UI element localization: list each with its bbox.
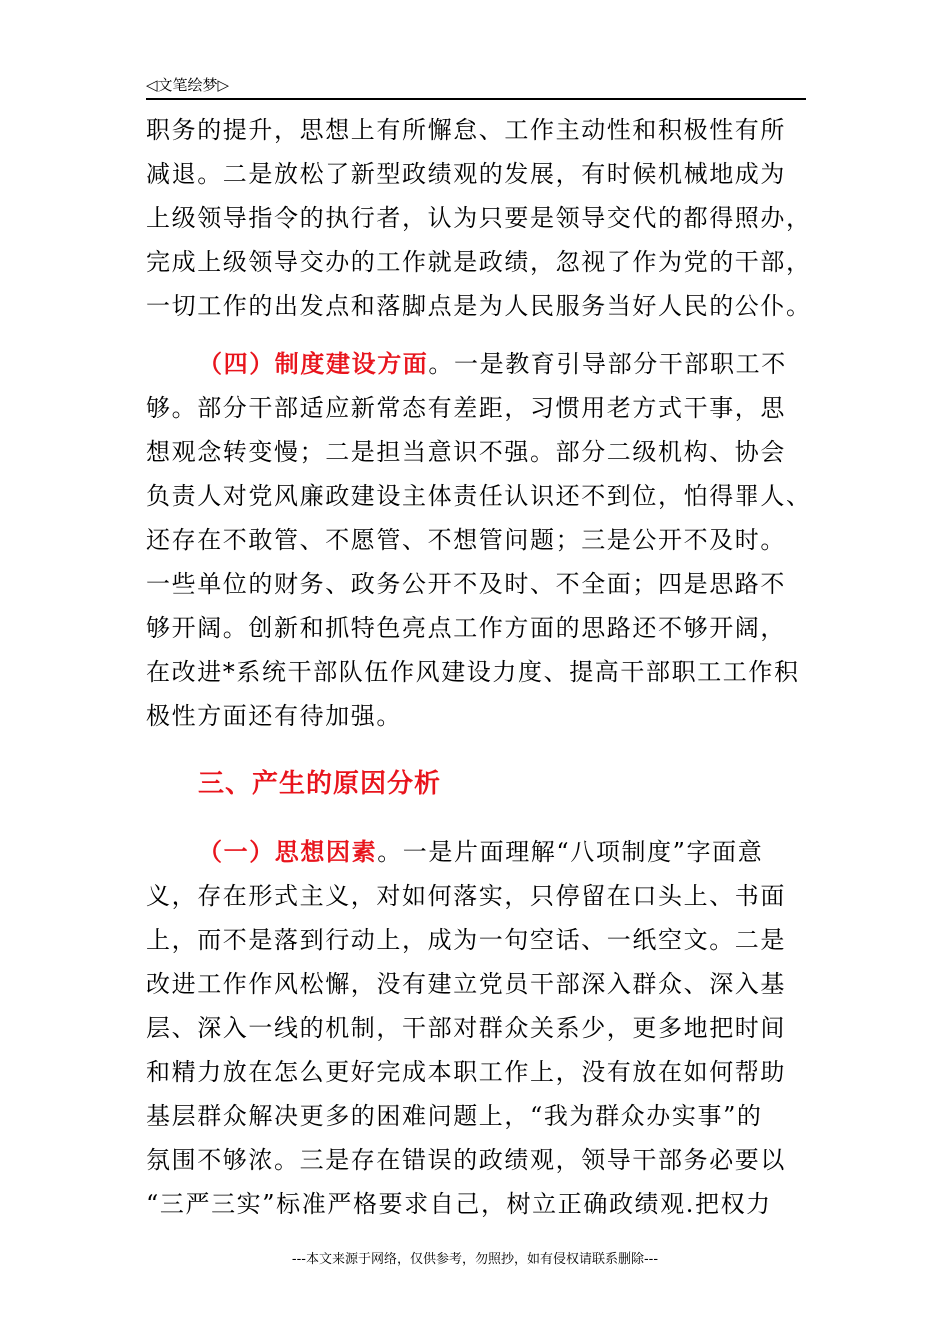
text-line: 在改进*系统干部队伍作风建设力度、提高干部职工工作积 (146, 658, 800, 686)
text-line: “三严三实”标准严格要求自己，树立正确政绩观.把权力 (146, 1190, 772, 1218)
document-body (146, 108, 812, 1226)
text-line: 一些单位的财务、政务公开不及时、不全面；四是思路不 (146, 570, 786, 598)
header-title: ◁文笔绘梦▷ (146, 76, 230, 94)
text-line: 义，存在形式主义，对如何落实，只停留在口头上、书面 (146, 882, 786, 910)
text-line: 一切工作的出发点和落脚点是为人民服务当好人民的公仆。 (146, 292, 812, 320)
paragraph-system-building (146, 342, 812, 738)
text-line: 减退。二是放松了新型政绩观的发展，有时候机械地成为 (146, 160, 786, 188)
text-line: 完成上级领导交办的工作就是政绩，忽视了作为党的干部， (146, 248, 812, 276)
text-line: 极性方面还有待加强。 (146, 702, 402, 730)
text-line: 和精力放在怎么更好完成本职工作上，没有放在如何帮助 (146, 1058, 786, 1086)
page-header (146, 72, 806, 100)
text-line: 想观念转变慢；二是担当意识不强。部分二级机构、协会 (146, 438, 786, 466)
text-line: 氛围不够浓。三是存在错误的政绩观，领导干部务必要以 (146, 1146, 786, 1174)
text-span: 。一是教育引导部分干部职工不 (428, 350, 787, 378)
page-footer: ---本文来源于网络，仅供参考，勿照抄，如有侵权请联系删除--- (291, 1252, 659, 1267)
text-line (146, 830, 806, 874)
text-line: 负责人对党风廉政建设主体责任认识还不到位，怕得罪人、 (146, 482, 812, 510)
paragraph-thinking-factors (146, 830, 806, 1226)
text-line: 职务的提升，思想上有所懈怠、工作主动性和积极性有所 (146, 116, 786, 144)
text-line: 够。部分干部适应新常态有差距，习惯用老方式干事，思 (146, 394, 786, 422)
text-line: 上级领导指令的执行者，认为只要是领导交代的都得照办， (146, 204, 812, 232)
text-line: 够开阔。创新和抓特色亮点工作方面的思路还不够开阔， (146, 614, 786, 642)
text-line: 还存在不敢管、不愿管、不想管问题；三是公开不及时。 (146, 526, 786, 554)
text-line: 上，而不是落到行动上，成为一句空话、一纸空文。二是 (146, 926, 786, 954)
section-heading: 三、产生的原因分析 (198, 769, 442, 799)
text-span: 。一是片面理解“八项制度”字面意 (377, 838, 764, 866)
text-line: 基层群众解决更多的困难问题上，“我为群众办实事”的 (146, 1102, 763, 1130)
subheading-thinking-factors: （一）思想因素 (198, 837, 378, 866)
text-line: 层、深入一线的机制，干部对群众关系少，更多地把时间 (146, 1014, 786, 1042)
paragraph-continuation (146, 108, 812, 328)
text-line (146, 342, 806, 386)
text-line: 改进工作作风松懈，没有建立党员干部深入群众、深入基 (146, 970, 786, 998)
subheading-system-building: （四）制度建设方面 (198, 349, 429, 378)
